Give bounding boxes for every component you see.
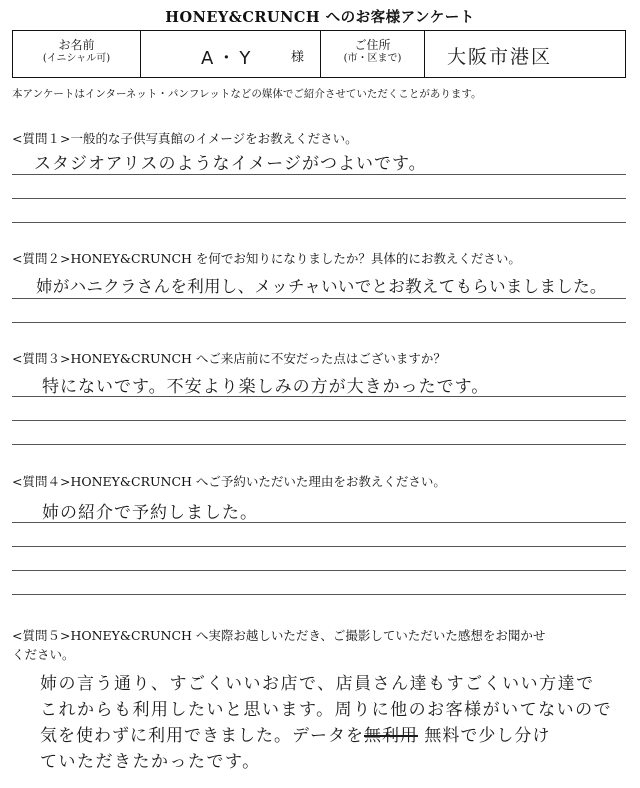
answer-2: 姉がハニクラさんを利用し、メッチャいいでとお教えてもらいましました。 <box>36 277 607 296</box>
notice-text: 本アンケートはインターネット・パンフレットなどの媒体でご紹介させていただくことがあります。 <box>12 88 482 100</box>
answer-5-line-3 <box>40 721 550 746</box>
answer-1: スタジオアリスのようなイメージがつよいです。 <box>34 154 427 174</box>
struck-text: 無利用 <box>364 726 418 746</box>
answer-rule <box>12 222 626 223</box>
answer-rule <box>12 298 626 299</box>
answer-5-line-2: これからも利用したいと思います。周りに他のお客様がいてないので <box>40 700 613 720</box>
answer-5-line-4: ていただきたかったです。 <box>40 752 261 772</box>
page-title: HONEY&CRUNCH へのお客様アンケート <box>165 9 475 26</box>
name-label-note: (イニシャル可) <box>42 53 111 64</box>
answer-rule <box>12 570 626 571</box>
address-label-cell <box>321 31 425 77</box>
address-label: ご住所 <box>354 38 391 52</box>
answer-3: 特にないです。不安より楽しみの方が大きかったです。 <box>42 377 490 397</box>
address-value-cell <box>425 31 625 77</box>
answer-rule <box>12 594 626 595</box>
customer-info-table <box>12 30 626 78</box>
answer-5-line-3-text: 気を使わずに利用できました。データを <box>40 726 364 746</box>
question-5-continued: ください。 <box>12 647 75 662</box>
answer-rule <box>12 546 626 547</box>
answer-5-line-3-tail: 無料で少し分け <box>424 726 551 746</box>
name-value: A・Y <box>201 48 255 69</box>
question-4: <質問４>HONEY&CRUNCH へご予約いただいた理由をお教えください。 <box>12 474 446 489</box>
address-label-note: (市・区まで) <box>343 53 402 64</box>
question-5: <質問５>HONEY&CRUNCH へ実際お越しいただき、ご撮影していただいた感想をお聞かせ <box>12 628 546 643</box>
name-value-cell <box>141 31 321 77</box>
answer-5-line-1: 姉の言う通り、すごくいいお店で、店員さん達もすごくいい方達で <box>40 674 595 694</box>
answer-rule <box>12 522 626 523</box>
question-2: <質問２>HONEY&CRUNCH を何でお知りになりましたか？具体的にお教えください。 <box>12 251 521 266</box>
answer-rule <box>12 322 626 323</box>
answer-rule <box>12 174 626 175</box>
name-label-cell <box>13 31 141 77</box>
answer-rule <box>12 396 626 397</box>
answer-rule <box>12 420 626 421</box>
question-1: <質問１>一般的な子供写真館のイメージをお教えください。 <box>12 131 358 146</box>
address-value: 大阪市港区 <box>447 46 553 68</box>
answer-rule <box>12 444 626 445</box>
answer-rule <box>12 198 626 199</box>
question-3: <質問３>HONEY&CRUNCH へご来店前に不安だった点はございますか？ <box>12 351 446 366</box>
answer-4: 姉の紹介で予約しました。 <box>42 503 258 523</box>
name-label: お名前 <box>58 38 95 52</box>
honorific: 様 <box>290 50 304 65</box>
